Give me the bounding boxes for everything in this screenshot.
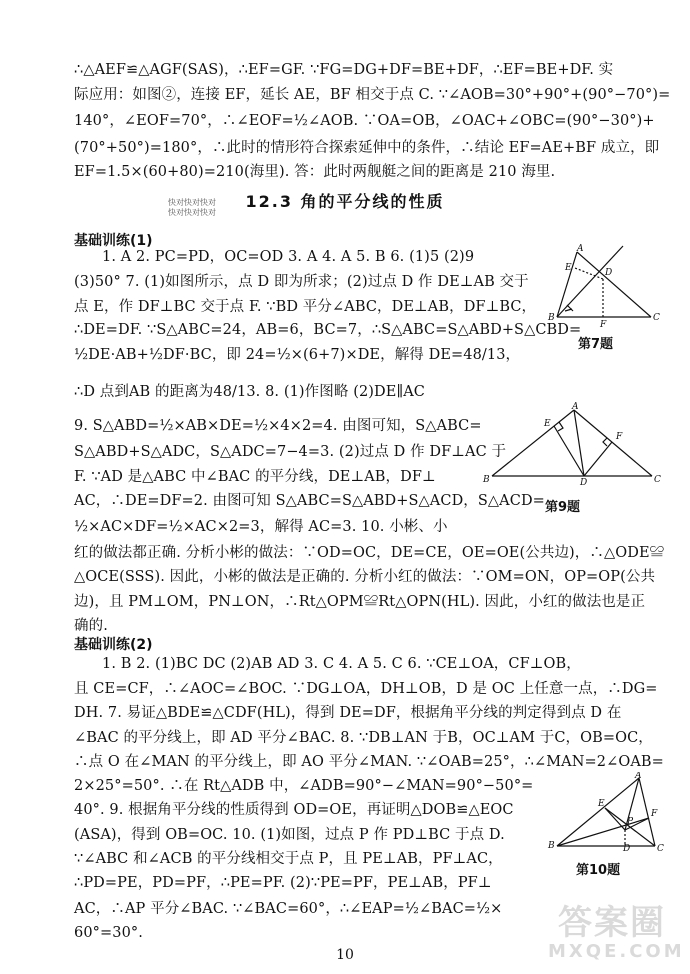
segment-ac [577,252,651,317]
text-line: ∵∠ABC 和∠ACB 的平分线相交于点 P，且 PE⊥AB，PF⊥AC， [74,851,503,867]
text-line: ∴PD=PE，PD=PF，∴PE=PF. (2)∵PE=PF，PE⊥AB，PF⊥ [74,875,492,891]
segment-ad [574,410,584,476]
text-line: 40°. 9. 根据角平分线的性质得到 OD=OE，再证明△DOB≌△EOC [74,802,514,818]
figure-9-diagram [480,402,664,486]
figure-10-diagram [545,772,667,852]
right-angle-f [603,438,607,446]
label-a: A [577,244,584,254]
segment-ab [557,252,577,317]
text-line: 140°，∠EOF=70°，∴∠EOF=½∠AOB. ∵OA=OB，∠OAC+∠OBC=(90°−30°)+ [74,113,655,129]
text-line: 60°=30°. [74,925,143,941]
text-line: (70°+50°)=180°，∴此时的情形符合探索延伸中的条件，∴结论 EF=AE+BF 成立，即 [74,140,660,156]
figure-10 [545,772,667,852]
figure-7-caption: 第7题 [578,337,614,352]
text-line: (3)50° 7. (1)如图所示，点 D 即为所求；(2)过点 D 作 DE⊥AB 交于 [74,274,529,290]
watermark [548,903,685,964]
figure-7-diagram [545,244,665,328]
bisector-line [557,246,623,317]
text-line: DH. 7. 易证△BDE≌△CDF(HL)，得到 DE=DF，根据角平分线的判定得到点 D 在 [74,705,622,721]
label-e: E [598,799,605,809]
right-angle-e [558,422,563,431]
label-c: C [653,313,660,323]
watermark-url: MXQE.COM [548,941,685,962]
bisector-b [557,818,649,846]
label-f: F [651,809,658,819]
label-c: C [657,844,664,852]
text-line: 边)，且 PM⊥OM，PN⊥ON，∴Rt△OPM≌Rt△OPN(HL). 因此，小红的做法也是正 [74,594,646,610]
label-b: B [483,475,490,485]
text-line: 际应用：如图②，连接 EF，延长 AE，BF 相交于点 C. ∵∠AOB=30°+90°+(90°−70°)= [74,87,671,103]
label-p: P [627,817,634,827]
segment-ab [557,778,639,846]
segment-pe [605,808,625,830]
subhead-basic-training-1: 基础训练(1) [74,233,153,249]
text-line: ∴DE=DF. ∵S△ABC=24，AB=6，BC=7，∴S△ABC=S△ABD+S△CBD= [74,322,582,338]
segment-de [575,268,603,279]
label-c: C [654,475,661,485]
text-line: S△ABD+S△ADC，S△ADC=7−4=3. (2)过点 D 作 DF⊥AC 于 [74,444,507,460]
text-line: 点 E，作 DF⊥BC 交于点 F. ∵BD 平分∠ABC，DE⊥AB，DF⊥BC， [74,299,537,315]
text-line: △OCE(SSS). 因此，小彬的做法是正确的. 分析小红的做法：∵OM=ON，OP=OP(公共 [74,569,656,585]
figure-9 [480,402,664,486]
label-e: E [565,263,572,273]
figure-9-caption: 第9题 [545,500,581,515]
text-line: 1. B 2. (1)BC DC (2)AB AD 3. C 4. A 5. C 6. ∵CE⊥OA，CF⊥OB， [102,656,581,672]
text-line: 2×25°=50°. ∴在 Rt△ADB 中，∠ADB=90°−∠MAN=90°−50°= [74,778,534,794]
text-line: ∠BAC 的平分线上，即 AD 平分∠BAC. 8. ∵DB⊥AN 于B，OC⊥AM 于C，OB=OC， [74,730,653,746]
label-e: E [544,419,551,429]
text-line: 红的做法都正确. 分析小彬的做法：∵OD=OC，DE=CE，OE=OE(公共边)，∴△ODE≌ [74,545,665,561]
small-stamp: 快对快对快对 快对快对快对 [168,198,216,217]
label-d: D [605,268,613,278]
text-line: F. ∵AD 是△ABC 中∠BAC 的平分线，DE⊥AB，DF⊥ [74,469,436,485]
label-f: F [600,320,607,328]
segment-ac [574,410,652,476]
label-a: A [572,402,579,412]
segment-ab [492,410,574,476]
text-line: ∴点 O 在∠MAN 的平分线上，即 AO 平分∠MAN. ∵∠OAB=25°，∴∠MAN=2∠OAB= [74,754,664,770]
label-a: A [635,772,642,781]
figure-7 [545,244,665,328]
text-line: AC，∴DE=DF=2. 由图可知 S△ABC=S△ABD+S△ACD，S△ACD= [74,493,545,509]
text-line: ∴D 点到AB 的距离为48/13. 8. (1)作图略 (2)DE∥AC [74,384,426,400]
text-line: (ASA)，得到 OB=OC. 10. (1)如图，过点 P 作 PD⊥BC 于点 D. [74,827,505,843]
text-line: 1. A 2. PC=PD，OC=OD 3. A 4. A 5. B 6. (1)5 (2)9 [102,249,475,265]
section-title: 12.3 角的平分线的性质 [245,192,445,211]
arc-marks [565,305,573,311]
label-b: B [548,313,555,323]
segment-df [584,442,612,476]
segment-de [554,426,584,476]
text-line: 9. S△ABD=½×AB×DE=½×4×2=4. 由图可知，S△ABC= [74,418,482,434]
label-b: B [548,841,555,851]
text-line: ½×AC×DF=½×AC×2=3，解得 AC=3. 10. 小彬、小 [74,519,448,535]
subhead-basic-training-2: 基础训练(2) [74,637,153,653]
text-line: AC，∴AP 平分∠BAC. ∵∠BAC=60°，∴∠EAP=½∠BAC=½× [74,901,503,917]
text-line: 确的. [74,618,108,634]
label-d: D [580,478,588,486]
text-line: ½DE·AB+½DF·BC，即 24=½×(6+7)×DE，解得 DE=48/13， [74,347,521,363]
text-line: EF=1.5×(60+80)=210(海里). 答：此时两舰艇之间的距离是 210 海里. [74,164,556,180]
text-line: 且 CE=CF，∴∠AOC=∠BOC. ∵DG⊥OA，DH⊥OB，D 是 OC 上任意一点，∴DG= [74,681,658,697]
label-d: D [623,844,631,852]
figure-10-caption: 第10题 [576,863,621,878]
watermark-title: 答案圈 [558,903,666,943]
text-line: ∴△AEF≌△AGF(SAS)，∴EF=GF. ∵FG=DG+DF=BE+DF，∴EF=BE+DF. 实 [74,62,614,78]
page-number: 10 [336,947,354,963]
label-f: F [616,432,623,442]
